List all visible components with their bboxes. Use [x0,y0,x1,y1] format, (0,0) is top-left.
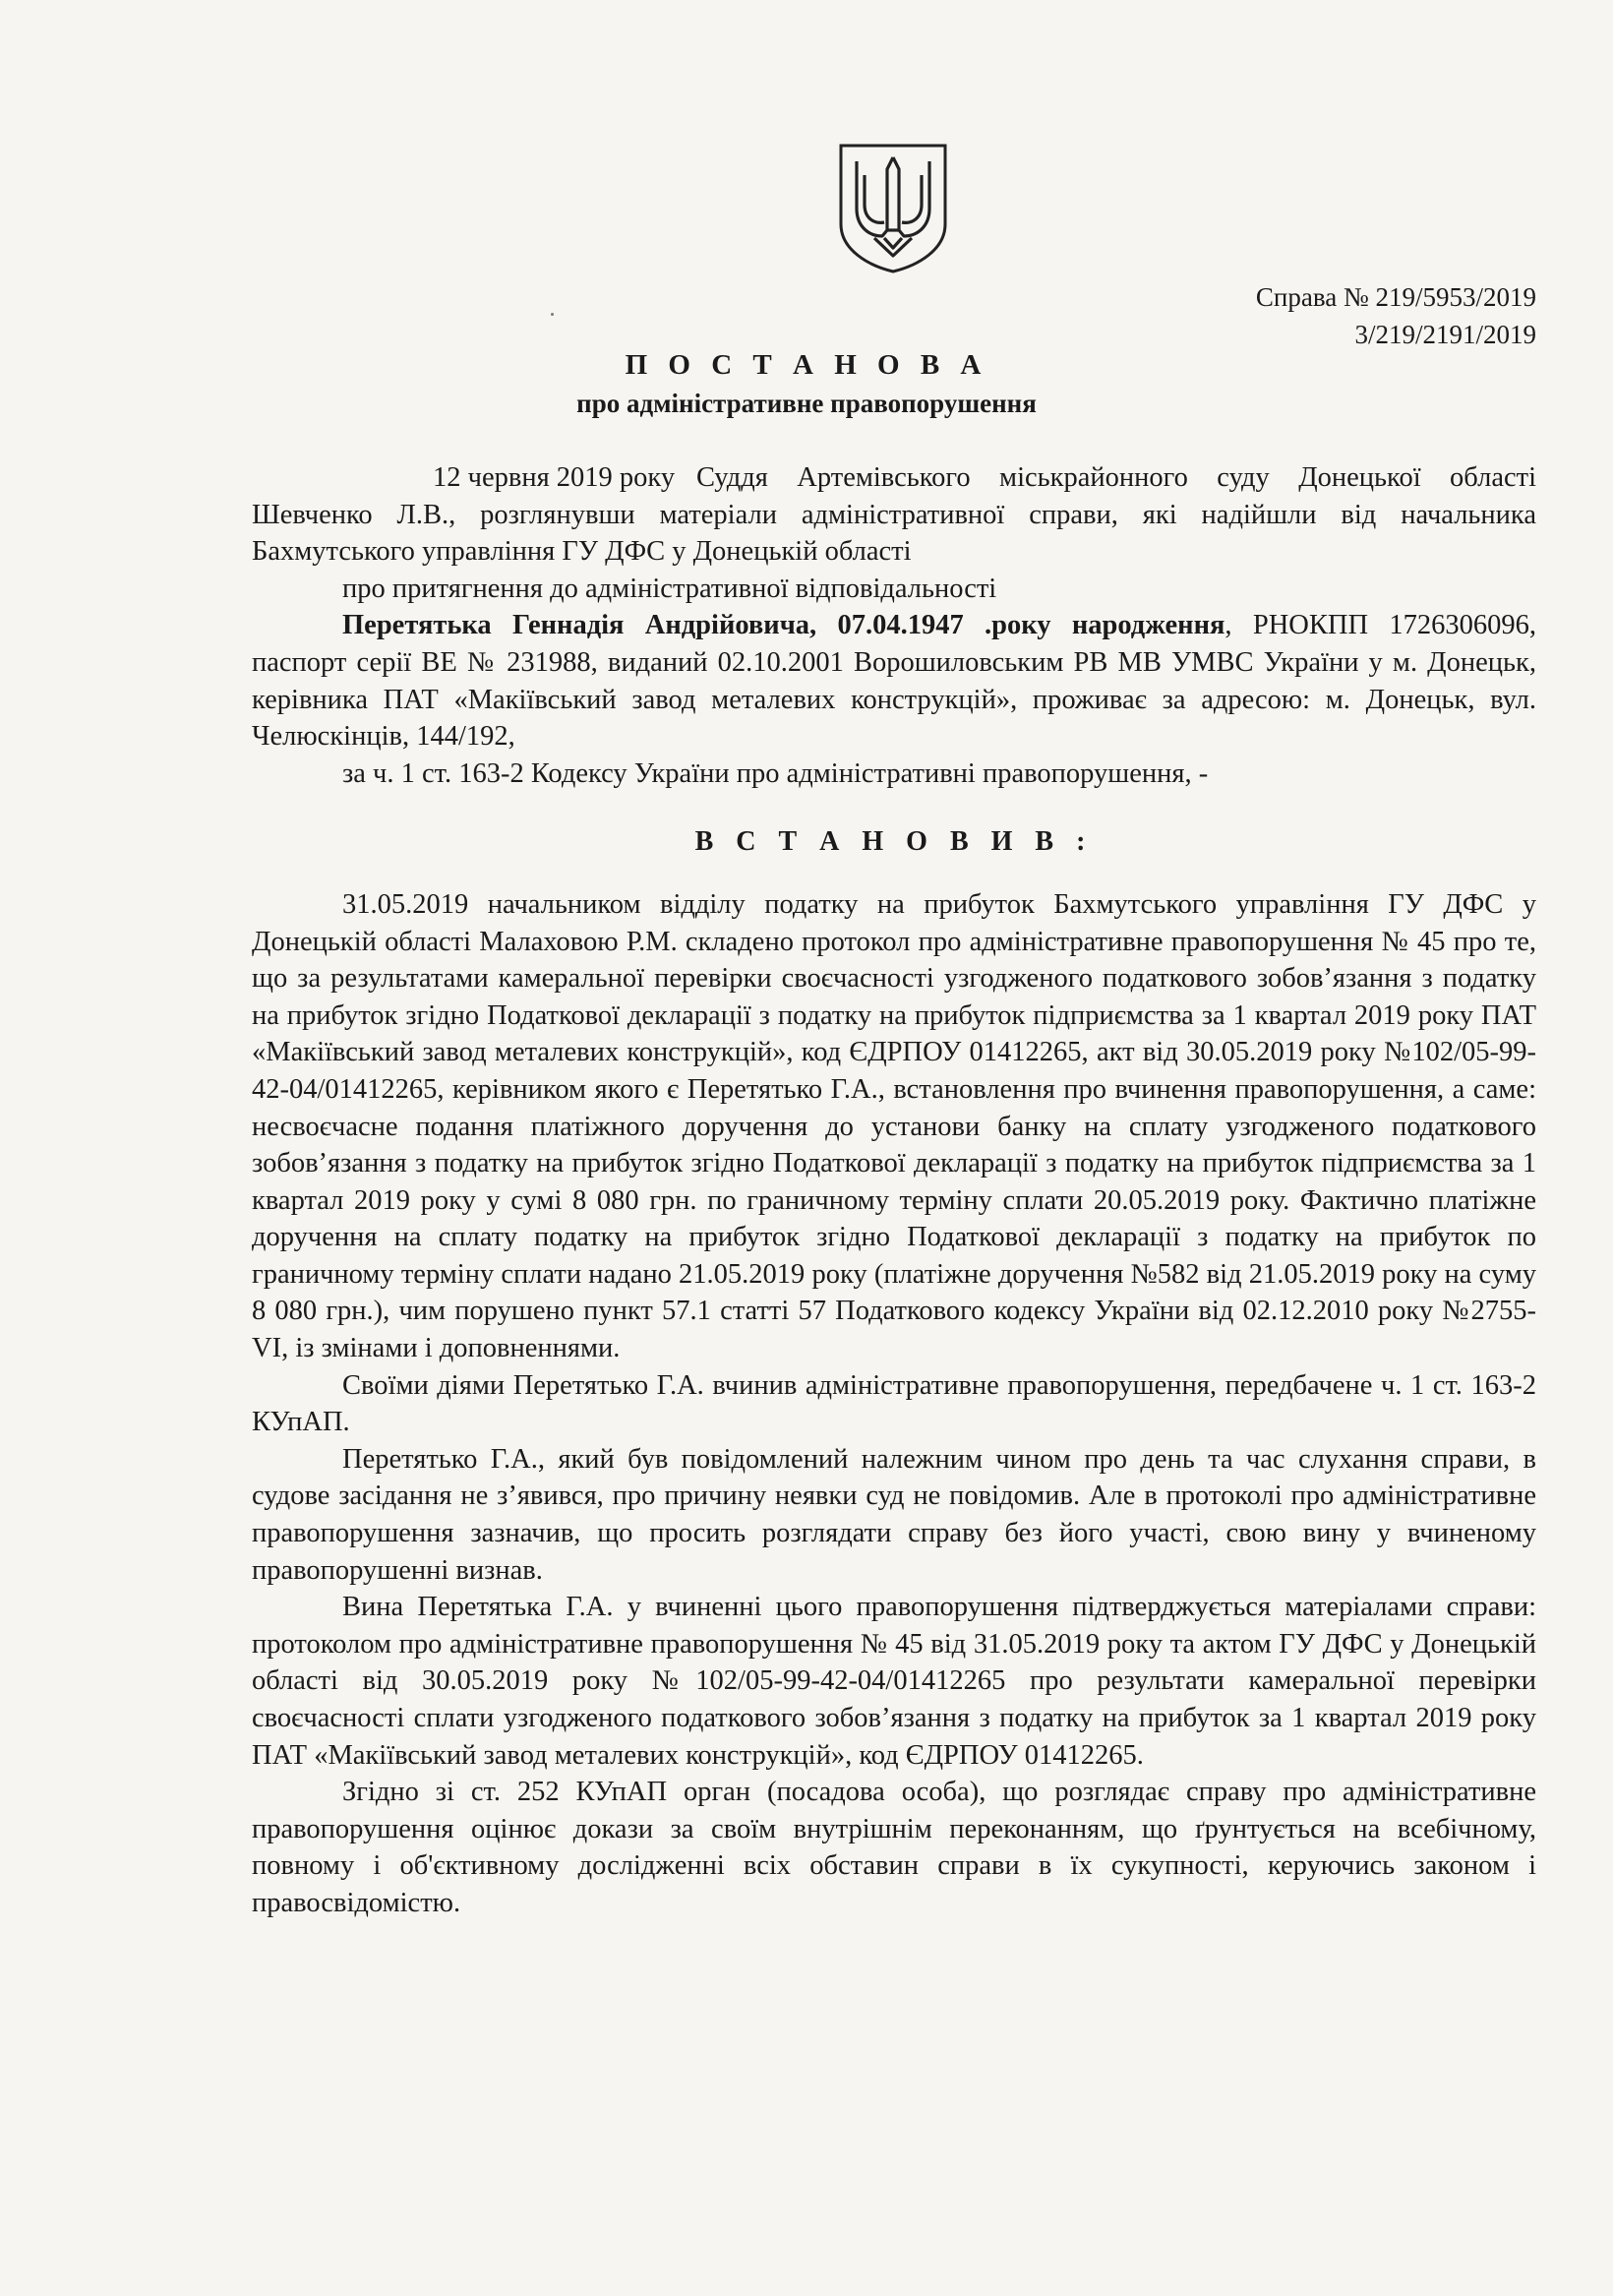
prosecution-line: про притягнення до адміністративної відповідальності [342,573,997,604]
defendant-name: Перетятька Геннадія Андрійовича, 07.04.1947 .року народження [342,610,1225,641]
established-heading: В С Т А Н О В И В : [694,826,1094,858]
case-number-secondary: 3/219/2191/2019 [1354,320,1536,349]
defendant-paragraph [252,607,1536,755]
defendant-details: , РНОКПП 1726306096, паспорт серії ВЕ № 231988, виданий 02.10.2001 Ворошиловським РВ МВ УМВС України у м. Донецьк, керівника ПАТ «Макіївський завод металевих конструкцій», проживає за адресою: м. Донецьк, вул. Челюскінців, 144/192, [252,610,1536,753]
body-paragraph: 31.05.2019 начальником відділу податку на прибуток Бахмутського управління ГУ ДФС у Донецькій області Малаховою Р.М. складено протокол про адміністративне правопорушення № 45 про те, що за результатами камеральної перевірки своєчасності узгодженого податкового зобов’язання з податку на прибуток згідно Податкової декларації з податку на прибуток підприємства за 1 квартал 2019 року ПАТ «Макіївський завод металевих конструкцій», код ЄДРПОУ 01412265, акт від 30.05.2019 року №102/05-99-42-04/01412265, керівником якого є Перетятько Г.А., встановлення про вчинення правопорушення, а саме: несвоєчасне подання платіжного доручення до установи банку на сплату узгодженого податкового зобов’язання з податку на прибуток згідно Податкової декларації з податку на прибуток підприємства за 1 квартал 2019 року у сумі 8 080 грн. по граничному терміну сплати 20.05.2019 року. Фактично платіжне доручення на сплату податку на прибуток згідно Податкової декларації з податку на прибуток по граничному терміну сплати надано 21.05.2019 року (платіжне доручення №582 від 21.05.2019 року на суму 8 080 грн.), чим порушено пункт 57.1 статті 57 Податкового кодексу України від 02.12.2010 року №2755-VI, із змінами і доповненнями. [252,888,1536,1364]
document-body [252,459,1536,1922]
case-number-block [1256,278,1536,353]
intro-paragraph [252,459,1536,571]
body-paragraph: Перетятько Г.А., який був повідомлений належним чином про день та час слухання справи, в судове засідання не з’явився, про причину неявки суд не повідомив. Але в протоколі про адміністративне правопорушення зазначив, що просить розглядати справу без його участі, свою вину у вчиненому правопорушенні визнав. [252,1443,1536,1586]
intro-text: Суддя Артемівського міськрайонного суду Донецької області Шевченко Л.В., розглянувши матеріали адміністративної справи, які надійшли від начальника Бахмутського управління ГУ ДФС у Донецькій області [252,462,1536,568]
document-title: П О С Т А Н О В А [625,349,988,381]
body-paragraph: Згідно зі ст. 252 КУпАП орган (посадова особа), що розглядає справу про адміністративне правопорушення оцінює докази за своїм внутрішнім переконанням, що ґрунтується на всебічному, повному і об'єктивному дослідженні всіх обставин справи в їх сукупності, керуючись законом і правосвідомістю. [252,1777,1536,1918]
article-line: за ч. 1 ст. 163-2 Кодексу України про адміністративні правопорушення, - [342,757,1209,789]
case-number-primary: Справа № 219/5953/2019 [1255,282,1536,312]
trident-coat-of-arms-icon [835,140,951,273]
body-paragraph: Своїми діями Перетятько Г.А. вчинив адміністративне правопорушення, передбачене ч. 1 ст. 163-2 КУпАП. [252,1369,1536,1438]
document-subtitle: про адміністративне правопорушення [576,389,1037,418]
body-paragraph: Вина Перетятька Г.А. у вчиненні цього правопорушення підтверджується матеріалами справи: протоколом про адміністративне правопорушення № 45 від 31.05.2019 року та актом ГУ ДФС у Донецькій області від 30.05.2019 року №102/05-99-42-04/01412265 про результати камеральної перевірки своєчасності сплати узгодженого податкового зобов’язання з податку на прибуток за 1 квартал 2019 року ПАТ «Макіївський завод металевих конструкцій», код ЄДРПОУ 01412265. [252,1592,1536,1771]
decision-date: 12 червня 2019 року [433,462,676,493]
scan-speck [551,313,554,316]
